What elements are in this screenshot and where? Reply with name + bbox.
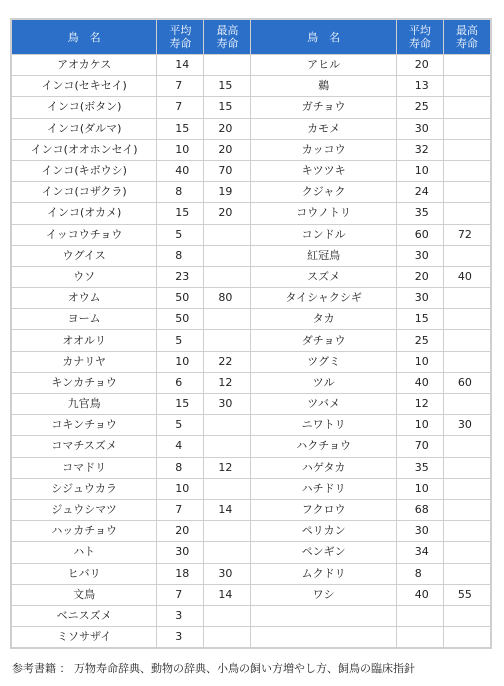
- cell-max-left: 80: [204, 288, 250, 308]
- cell-avg-left: 7: [157, 97, 203, 117]
- table-row: [12, 203, 490, 223]
- cell-max-right: [444, 309, 490, 329]
- table-row: [12, 309, 490, 329]
- cell-avg-left: 8: [157, 246, 203, 266]
- cell-avg-left: 50: [157, 288, 203, 308]
- cell-name-left: インコ(オオホンセイ): [12, 140, 156, 160]
- cell-name-right: 紅冠鳥: [251, 246, 395, 266]
- cell-max-left: [204, 309, 250, 329]
- header-name-left: 鳥 名: [12, 20, 156, 54]
- cell-name-right: ニワトリ: [251, 415, 395, 435]
- cell-avg-left: 50: [157, 309, 203, 329]
- cell-avg-left: 10: [157, 479, 203, 499]
- table-row: [12, 458, 490, 478]
- cell-max-left: [204, 330, 250, 350]
- cell-name-left: インコ(オカメ): [12, 203, 156, 223]
- cell-max-left: 30: [204, 394, 250, 414]
- cell-max-right: [444, 606, 490, 626]
- cell-max-left: 20: [204, 119, 250, 139]
- cell-name-right: ツバメ: [251, 394, 395, 414]
- header-avg-right: 平均 寿命: [397, 20, 443, 54]
- cell-name-left: キンカチョウ: [12, 373, 156, 393]
- cell-name-right: ダチョウ: [251, 330, 395, 350]
- cell-avg-left: 5: [157, 330, 203, 350]
- cell-name-left: ハト: [12, 542, 156, 562]
- cell-avg-left: 10: [157, 140, 203, 160]
- table-row: [12, 394, 490, 414]
- cell-name-left: オウム: [12, 288, 156, 308]
- cell-max-right: 40: [444, 267, 490, 287]
- cell-max-left: [204, 479, 250, 499]
- cell-name-left: ハッカチョウ: [12, 521, 156, 541]
- cell-avg-right: 13: [397, 76, 443, 96]
- cell-name-left: シジュウカラ: [12, 479, 156, 499]
- cell-name-right: [251, 606, 395, 626]
- table-row: [12, 436, 490, 456]
- cell-avg-right: 10: [397, 161, 443, 181]
- cell-avg-right: 34: [397, 542, 443, 562]
- cell-name-right: コンドル: [251, 225, 395, 245]
- cell-name-left: インコ(コザクラ): [12, 182, 156, 202]
- cell-name-right: フクロウ: [251, 500, 395, 520]
- cell-max-left: [204, 521, 250, 541]
- cell-avg-right: [397, 627, 443, 647]
- cell-avg-right: 20: [397, 267, 443, 287]
- cell-avg-right: 30: [397, 521, 443, 541]
- cell-avg-left: 5: [157, 225, 203, 245]
- cell-max-right: [444, 627, 490, 647]
- header-row: [12, 20, 490, 54]
- cell-max-right: 72: [444, 225, 490, 245]
- cell-max-left: 14: [204, 585, 250, 605]
- lifespan-table-container: [10, 18, 492, 649]
- cell-name-right: [251, 627, 395, 647]
- cell-max-left: 19: [204, 182, 250, 202]
- cell-avg-right: 30: [397, 119, 443, 139]
- table-row: [12, 373, 490, 393]
- cell-max-right: 30: [444, 415, 490, 435]
- reference-books-note: 参考書籍 ： 万物寿命辞典、動物の辞典、小鳥の飼い方増やし方、飼鳥の臨床指針: [12, 662, 415, 675]
- cell-avg-right: 35: [397, 203, 443, 223]
- cell-max-left: 14: [204, 500, 250, 520]
- cell-max-left: 15: [204, 97, 250, 117]
- cell-max-right: 55: [444, 585, 490, 605]
- cell-name-left: ウグイス: [12, 246, 156, 266]
- cell-name-right: ペンギン: [251, 542, 395, 562]
- cell-max-right: [444, 161, 490, 181]
- cell-max-right: [444, 352, 490, 372]
- cell-avg-right: 30: [397, 288, 443, 308]
- table-row: [12, 182, 490, 202]
- cell-name-right: ハクチョウ: [251, 436, 395, 456]
- bird-lifespan-table: [11, 19, 491, 648]
- cell-max-left: 15: [204, 76, 250, 96]
- table-row: [12, 627, 490, 647]
- cell-name-right: ツル: [251, 373, 395, 393]
- table-row: [12, 288, 490, 308]
- cell-max-right: [444, 97, 490, 117]
- cell-avg-right: 40: [397, 585, 443, 605]
- cell-max-right: [444, 182, 490, 202]
- table-row: [12, 564, 490, 584]
- cell-avg-left: 8: [157, 182, 203, 202]
- cell-max-left: 22: [204, 352, 250, 372]
- cell-avg-right: 40: [397, 373, 443, 393]
- cell-avg-left: 23: [157, 267, 203, 287]
- table-row: [12, 500, 490, 520]
- cell-max-right: [444, 564, 490, 584]
- cell-avg-right: 68: [397, 500, 443, 520]
- table-row: [12, 585, 490, 605]
- cell-avg-right: 10: [397, 479, 443, 499]
- cell-avg-right: 35: [397, 458, 443, 478]
- header-max-left: 最高 寿命: [204, 20, 250, 54]
- cell-name-left: ヨーム: [12, 309, 156, 329]
- cell-name-left: ウソ: [12, 267, 156, 287]
- cell-name-right: ハゲタカ: [251, 458, 395, 478]
- table-row: [12, 161, 490, 181]
- cell-avg-right: 25: [397, 330, 443, 350]
- cell-max-left: [204, 267, 250, 287]
- cell-name-right: キツツキ: [251, 161, 395, 181]
- table-row: [12, 267, 490, 287]
- cell-name-left: ジュウシマツ: [12, 500, 156, 520]
- cell-name-left: ベニスズメ: [12, 606, 156, 626]
- cell-name-left: コマドリ: [12, 458, 156, 478]
- cell-max-left: [204, 542, 250, 562]
- cell-max-left: 20: [204, 140, 250, 160]
- cell-avg-right: 25: [397, 97, 443, 117]
- cell-name-left: インコ(キボウシ): [12, 161, 156, 181]
- cell-name-right: ペリカン: [251, 521, 395, 541]
- cell-avg-right: 24: [397, 182, 443, 202]
- cell-avg-left: 3: [157, 606, 203, 626]
- cell-avg-left: 7: [157, 76, 203, 96]
- cell-name-left: インコ(セキセイ): [12, 76, 156, 96]
- cell-name-left: インコ(ダルマ): [12, 119, 156, 139]
- cell-name-right: カッコウ: [251, 140, 395, 160]
- cell-avg-left: 7: [157, 500, 203, 520]
- cell-avg-right: [397, 606, 443, 626]
- cell-avg-left: 30: [157, 542, 203, 562]
- cell-max-right: [444, 458, 490, 478]
- cell-name-left: アオカケス: [12, 55, 156, 75]
- cell-name-right: タカ: [251, 309, 395, 329]
- cell-max-left: 20: [204, 203, 250, 223]
- cell-avg-left: 15: [157, 203, 203, 223]
- cell-max-right: [444, 436, 490, 456]
- cell-max-right: [444, 479, 490, 499]
- cell-avg-right: 30: [397, 246, 443, 266]
- table-row: [12, 76, 490, 96]
- header-avg-left: 平均 寿命: [157, 20, 203, 54]
- cell-name-left: コマチスズメ: [12, 436, 156, 456]
- cell-name-left: オオルリ: [12, 330, 156, 350]
- cell-max-left: [204, 246, 250, 266]
- cell-avg-left: 4: [157, 436, 203, 456]
- table-row: [12, 246, 490, 266]
- cell-avg-right: 10: [397, 352, 443, 372]
- cell-avg-left: 20: [157, 521, 203, 541]
- cell-name-right: コウノトリ: [251, 203, 395, 223]
- cell-max-right: [444, 521, 490, 541]
- table-row: [12, 521, 490, 541]
- cell-name-right: クジャク: [251, 182, 395, 202]
- cell-avg-left: 8: [157, 458, 203, 478]
- cell-max-left: 12: [204, 373, 250, 393]
- cell-max-right: [444, 203, 490, 223]
- cell-name-right: ガチョウ: [251, 97, 395, 117]
- table-row: [12, 225, 490, 245]
- cell-max-left: 30: [204, 564, 250, 584]
- cell-name-left: 九官鳥: [12, 394, 156, 414]
- cell-avg-left: 6: [157, 373, 203, 393]
- cell-avg-left: 5: [157, 415, 203, 435]
- table-row: [12, 140, 490, 160]
- cell-max-left: 70: [204, 161, 250, 181]
- cell-max-right: [444, 140, 490, 160]
- cell-name-left: コキンチョウ: [12, 415, 156, 435]
- cell-avg-right: 15: [397, 309, 443, 329]
- header-max-right: 最高 寿命: [444, 20, 490, 54]
- cell-name-right: アヒル: [251, 55, 395, 75]
- cell-name-right: ムクドリ: [251, 564, 395, 584]
- cell-avg-left: 40: [157, 161, 203, 181]
- cell-avg-right: 32: [397, 140, 443, 160]
- cell-max-right: 60: [444, 373, 490, 393]
- cell-max-right: [444, 76, 490, 96]
- cell-max-right: [444, 119, 490, 139]
- cell-avg-left: 15: [157, 119, 203, 139]
- cell-max-left: [204, 436, 250, 456]
- cell-max-left: [204, 627, 250, 647]
- cell-max-right: [444, 55, 490, 75]
- cell-avg-right: 12: [397, 394, 443, 414]
- table-row: [12, 55, 490, 75]
- cell-name-left: ヒバリ: [12, 564, 156, 584]
- cell-name-left: カナリヤ: [12, 352, 156, 372]
- table-row: [12, 542, 490, 562]
- cell-avg-right: 70: [397, 436, 443, 456]
- cell-avg-right: 10: [397, 415, 443, 435]
- table-row: [12, 119, 490, 139]
- cell-name-left: ミソサザイ: [12, 627, 156, 647]
- cell-name-left: イッコウチョウ: [12, 225, 156, 245]
- cell-avg-right: 8: [397, 564, 443, 584]
- cell-avg-left: 14: [157, 55, 203, 75]
- cell-max-left: [204, 415, 250, 435]
- cell-max-right: [444, 330, 490, 350]
- cell-name-left: インコ(ボタン): [12, 97, 156, 117]
- cell-avg-left: 18: [157, 564, 203, 584]
- cell-avg-left: 7: [157, 585, 203, 605]
- cell-name-right: タイシャクシギ: [251, 288, 395, 308]
- table-row: [12, 97, 490, 117]
- table-body: [12, 55, 490, 647]
- cell-avg-left: 10: [157, 352, 203, 372]
- table-row: [12, 330, 490, 350]
- table-row: [12, 415, 490, 435]
- cell-name-right: ハチドリ: [251, 479, 395, 499]
- cell-max-left: 12: [204, 458, 250, 478]
- table-row: [12, 352, 490, 372]
- cell-max-left: [204, 225, 250, 245]
- cell-name-right: ツグミ: [251, 352, 395, 372]
- cell-name-right: 鵜: [251, 76, 395, 96]
- cell-avg-right: 20: [397, 55, 443, 75]
- cell-max-right: [444, 500, 490, 520]
- cell-avg-left: 15: [157, 394, 203, 414]
- cell-name-right: スズメ: [251, 267, 395, 287]
- cell-max-left: [204, 55, 250, 75]
- cell-max-right: [444, 394, 490, 414]
- header-name-right: 鳥 名: [251, 20, 395, 54]
- cell-name-right: カモメ: [251, 119, 395, 139]
- cell-name-left: 文鳥: [12, 585, 156, 605]
- table-row: [12, 606, 490, 626]
- cell-avg-right: 60: [397, 225, 443, 245]
- cell-name-right: ワシ: [251, 585, 395, 605]
- table-row: [12, 479, 490, 499]
- cell-avg-left: 3: [157, 627, 203, 647]
- cell-max-right: [444, 288, 490, 308]
- cell-max-right: [444, 246, 490, 266]
- cell-max-left: [204, 606, 250, 626]
- cell-max-right: [444, 542, 490, 562]
